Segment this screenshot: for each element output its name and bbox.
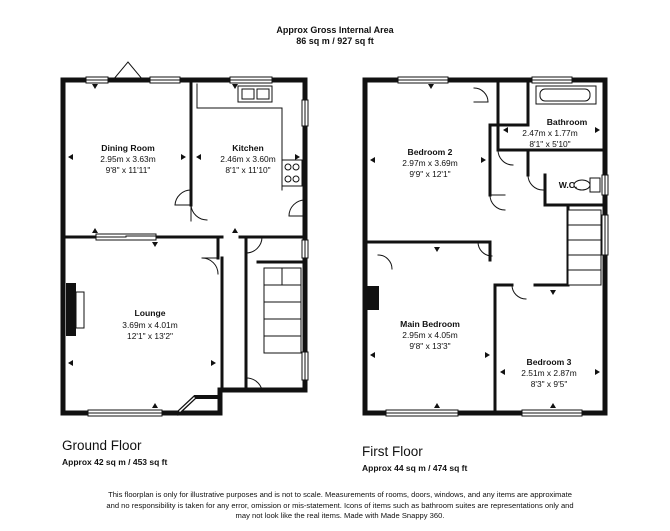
bathtub — [536, 86, 596, 104]
door-swing — [191, 205, 207, 221]
door-swing — [490, 195, 505, 210]
room-label: Main Bedroom — [400, 319, 460, 329]
door-swing — [113, 62, 143, 80]
toilet — [574, 178, 600, 192]
room-label: Bathroom — [546, 117, 588, 127]
room-dimensions-imperial: 8'1" x 11'10" — [225, 165, 271, 175]
window — [302, 352, 308, 380]
disclaimer-line: This floorplan is only for illustrative purposes and is not to scale. Measurements of rooms, doors, windows, and any items are approximate — [108, 490, 572, 499]
room-dimensions-imperial: 9'9" x 12'1" — [409, 169, 451, 179]
window — [302, 100, 308, 126]
door-swing — [175, 190, 191, 205]
room-dimensions-metric: 3.69m x 4.01m — [122, 320, 178, 330]
bay-window-glass — [180, 398, 194, 411]
window — [602, 215, 608, 255]
area-title: Approx Gross Internal Area — [276, 25, 394, 35]
floor-area: Approx 44 sq m / 474 sq ft — [362, 463, 468, 473]
room-dimensions-metric: 2.51m x 2.87m — [521, 368, 577, 378]
door-swing — [202, 258, 218, 274]
disclaimer — [60, 490, 620, 522]
door-swing — [474, 88, 488, 102]
dimension-markers — [68, 84, 300, 408]
window — [602, 175, 608, 195]
door-swing — [246, 237, 262, 253]
floor-name: Ground Floor — [62, 438, 142, 453]
door-swing — [378, 255, 392, 269]
staircase — [568, 210, 601, 285]
window — [88, 410, 162, 416]
room-dimensions-metric: 2.97m x 3.69m — [402, 158, 458, 168]
window — [86, 77, 108, 83]
room-dimensions-metric: 2.47m x 1.77m — [522, 128, 578, 138]
window — [150, 77, 180, 83]
door-swing — [512, 285, 526, 299]
door-swing — [498, 150, 513, 165]
room-dimensions-imperial: 9'8" x 13'3" — [409, 341, 451, 351]
room-dimensions-metric: 2.46m x 3.60m — [220, 154, 276, 164]
room-label: Bedroom 2 — [407, 147, 453, 157]
kitchen-hob — [282, 160, 302, 186]
fireplace — [66, 283, 84, 336]
window — [230, 77, 272, 83]
floor-area: Approx 42 sq m / 453 sq ft — [62, 457, 168, 467]
window — [302, 240, 308, 258]
room-label: Kitchen — [232, 143, 264, 153]
room-label: W.C. — [558, 180, 578, 190]
staircase — [264, 268, 301, 353]
window — [398, 77, 448, 83]
ground-outer-wall — [63, 80, 305, 413]
kitchen-sink — [238, 86, 272, 102]
sliding-door — [96, 234, 156, 240]
room-dimensions-metric: 2.95m x 3.63m — [100, 154, 156, 164]
window — [522, 410, 582, 416]
disclaimer-line: and no responsibility is taken for any error, omission or mis-statement. Icons of items such as bathroom suites are representations only and — [106, 500, 574, 510]
window — [386, 410, 458, 416]
window — [532, 77, 572, 83]
room-label: Lounge — [134, 308, 166, 318]
disclaimer-line: may not look like the real items. Made with Made Snappy 360. — [235, 511, 445, 520]
room-dimensions-imperial: 12'1" x 13'2" — [127, 331, 173, 341]
room-label: Bedroom 3 — [526, 357, 572, 367]
ground-floor-plan — [63, 62, 308, 416]
door-swing — [528, 175, 543, 190]
room-dimensions-metric: 2.95m x 4.05m — [402, 330, 458, 340]
room-label: Dining Room — [101, 143, 155, 153]
room-dimensions-imperial: 9'8" x 11'11" — [105, 165, 151, 175]
chimney-breast — [367, 286, 379, 310]
room-dimensions-imperial: 8'1" x 5'10" — [529, 139, 571, 149]
total-area: 86 sq m / 927 sq ft — [296, 36, 374, 46]
floor-name: First Floor — [362, 444, 423, 459]
room-dimensions-imperial: 8'3" x 9'5" — [530, 379, 568, 389]
